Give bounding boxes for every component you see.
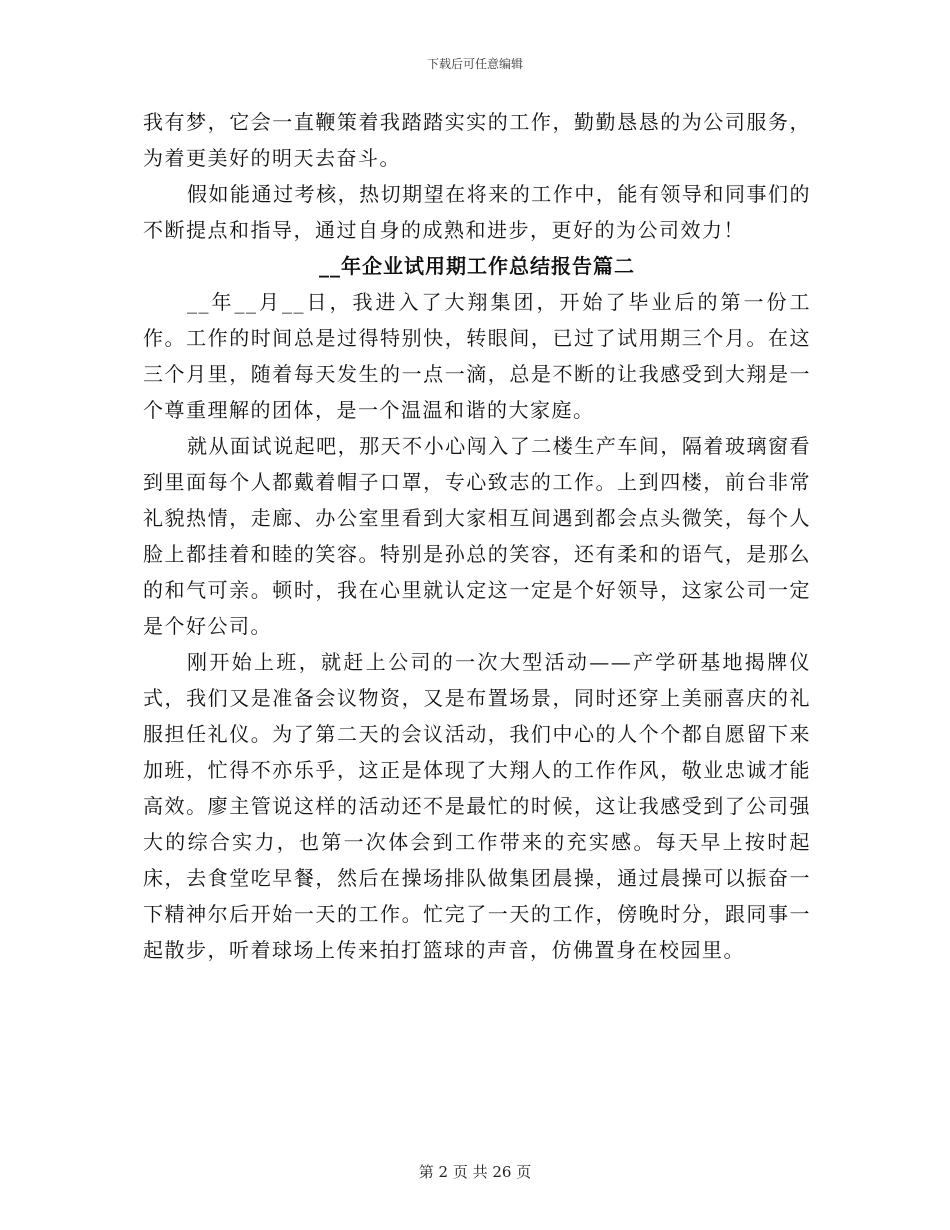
- paragraph-5: 刚开始上班，就赶上公司的一次大型活动——产学研基地揭牌仪式，我们又是准备会议物资，又是布置场景，同时还穿上美丽喜庆的礼服担任礼仪。为了第二天的会议活动，我们中心的人个个都自愿留下来加班，忙得不亦乐乎，这正是体现了大翔人的工作作风，敬业忠诚才能高效。廖主管说这样的活动还不是最忙的时候，这让我感受到了公司强大的综合实力，也第一次体会到工作带来的充实感。每天早上按时起床，去食堂吃早餐，然后在操场排队做集团晨操，通过晨操可以振奋一下精神尔后开始一天的工作。忙完了一天的工作，傍晚时分，跟同事一起散步，听着球场上传来拍打篮球的声音，仿佛置身在校园里。: [143, 650, 811, 962]
- document-body: [143, 104, 811, 968]
- section-heading: __年企业试用期工作总结报告篇二: [319, 254, 635, 278]
- paragraph-4: 就从面试说起吧，那天不小心闯入了二楼生产车间，隔着玻璃窗看到里面每个人都戴着帽子口罩，专心致志的工作。上到四楼，前台非常礼貌热情，走廊、办公室里看到大家相互间遇到都会点头微笑，每个人脸上都挂着和睦的笑容。特别是孙总的笑容，还有柔和的语气，是那么的和气可亲。顿时，我在心里就认定这一定是个好领导，这家公司一定是个好公司。: [143, 434, 811, 638]
- page-header: 下载后可任意编辑: [426, 57, 523, 71]
- paragraph-3: __年__月__日，我进入了大翔集团，开始了毕业后的第一份工作。工作的时间总是过得特别快，转眼间，已过了试用期三个月。在这三个月里，随着每天发生的一点一滴，总是不断的让我感受到大翔是一个尊重理解的团体，是一个温温和谐的大家庭。: [143, 290, 811, 422]
- paragraph-1: 我有梦，它会一直鞭策着我踏踏实实的工作，勤勤恳恳的为公司服务，为着更美好的明天去奋斗。: [143, 110, 811, 170]
- paragraph-2: 假如能通过考核，热切期望在将来的工作中，能有领导和同事们的不断提点和指导，通过自身的成熟和进步，更好的为公司效力！: [143, 182, 811, 242]
- page-footer: 第 2 页 共 26 页: [418, 1163, 532, 1181]
